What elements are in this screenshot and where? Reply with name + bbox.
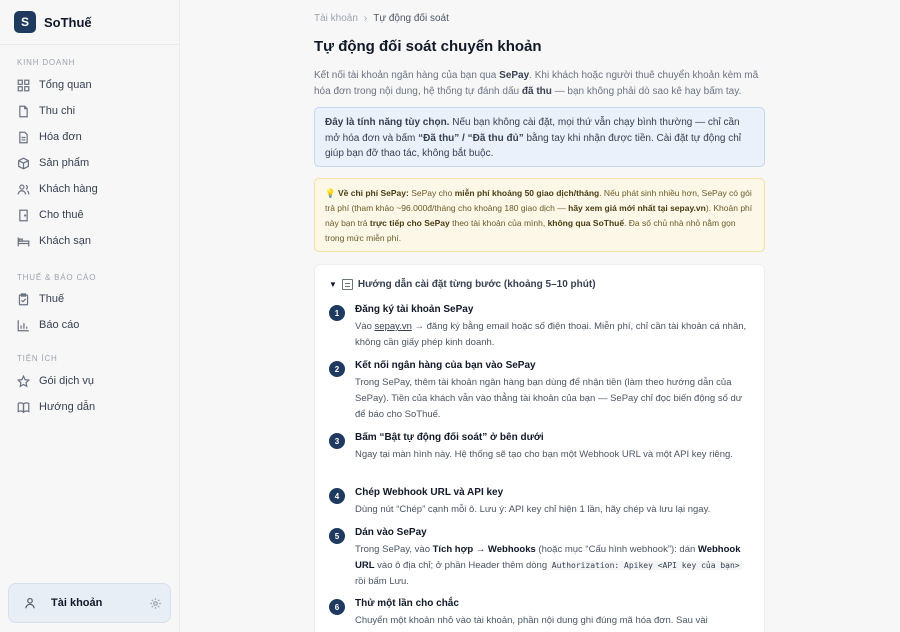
step-body: Ngay tại màn hình này. Hệ thống sẽ tạo cho bạn một Webhook URL và một API key riêng. (355, 449, 733, 460)
section-label-tax-reports: THUẾ & BÁO CÁO (17, 273, 97, 282)
brand-logo: S (14, 11, 36, 33)
section-label-utilities: TIỆN ÍCH (17, 354, 58, 363)
clipboard-icon (17, 293, 30, 306)
step-2 (329, 359, 754, 423)
document-icon (342, 279, 353, 290)
caret-down-icon: ▼ (329, 280, 337, 289)
sidebar-item-products[interactable] (0, 150, 180, 176)
step-title: Dán vào SePay (355, 527, 427, 538)
file-icon (17, 105, 30, 118)
bed-icon (17, 235, 30, 248)
step-title: Bấm “Bật tự động đối soát” ở bên dưới (355, 432, 544, 443)
sidebar-item-plans[interactable] (0, 368, 180, 394)
sidebar-item-label: Khách sạn (39, 235, 91, 247)
sepay-cost-notice: 💡 Về chi phí SePay: SePay cho miễn phí khoảng 50 giao dịch/tháng. Nếu phát sinh nhiều hơn, SePay có gói trả phí (tham khảo ~96.000đ/tháng cho khoảng 180 giao dịch — hãy xem giá mới nhất tại sepay.vn). Khoản phí này bạn trả trực tiếp cho SePay theo tài khoản của mình, không qua SoThuế. Đa số chủ nhà nhỏ nằm gọn trong mức miễn phí. (314, 178, 765, 252)
sidebar-item-label: Khách hàng (39, 183, 98, 195)
step-4 (329, 486, 754, 518)
sidebar-item-income-expense[interactable] (0, 98, 180, 124)
sidebar-item-hotel[interactable] (0, 228, 180, 254)
step-title: Chép Webhook URL và API key (355, 487, 504, 498)
step-number: 6 (329, 599, 345, 615)
gear-icon[interactable] (149, 597, 162, 610)
breadcrumb-parent[interactable]: Tài khoản (314, 13, 358, 24)
nav-group-business (0, 72, 180, 254)
setup-guide-toggle[interactable] (329, 279, 596, 290)
sidebar-item-label: Cho thuê (39, 209, 84, 221)
account-label: Tài khoản (51, 597, 103, 609)
sidebar (0, 0, 180, 632)
sepay-link[interactable]: sepay.vn (374, 321, 412, 332)
sidebar-item-label: Gói dịch vụ (39, 375, 95, 387)
step-5 (329, 526, 754, 590)
door-icon (17, 209, 30, 222)
breadcrumb-separator: › (363, 13, 368, 24)
sidebar-item-overview[interactable] (0, 72, 180, 98)
step-3 (329, 431, 754, 463)
nav-group-tax (0, 286, 180, 338)
breadcrumb-current: Tự động đối soát (373, 13, 449, 24)
dashboard-icon (17, 79, 30, 92)
step-body: Dùng nút “Chép” cạnh mỗi ô. Lưu ý: API key chỉ hiện 1 lần, hãy chép và lưu lại ngay. (355, 504, 711, 515)
receipt-icon (17, 131, 30, 144)
step-number: 3 (329, 433, 345, 449)
main-content (181, 0, 900, 632)
step-1 (329, 303, 754, 351)
bar-chart-icon (17, 319, 30, 332)
step-body: Trong SePay, thêm tài khoản ngân hàng bạn dùng để nhận tiền (làm theo hướng dẫn của SePay). Tiền của khách vẫn vào thẳng tài khoản của bạn — SePay chỉ đọc biến động số dư để báo cho SoThuế. (355, 377, 743, 420)
step-body: Chuyển một khoản nhỏ vào tài khoản, phần nội dung ghi đúng mã hóa đơn. Sau vài (355, 615, 708, 626)
sidebar-item-label: Thuế (39, 293, 65, 305)
breadcrumb (314, 13, 449, 24)
brand[interactable] (0, 0, 179, 45)
step-title: Đăng ký tài khoản SePay (355, 304, 474, 315)
step-body: Trong SePay, vào Tích hợp → Webhooks (hoặc mục “Cấu hình webhook”): dán Webhook URL vào ô địa chỉ; ở phần Header thêm dòng Authorization: Apikey <API key của bạn> rồi bấm Lưu. (355, 544, 741, 587)
users-icon (17, 183, 30, 196)
account-button[interactable] (8, 583, 171, 623)
nav-group-utilities (0, 368, 180, 420)
step-title: Kết nối ngân hàng của bạn vào SePay (355, 360, 536, 371)
sidebar-item-guide[interactable] (0, 394, 180, 420)
star-icon (17, 375, 30, 388)
sidebar-item-label: Tổng quan (39, 79, 92, 91)
step-body: Vào sepay.vn → đăng ký bằng email hoặc số điện thoại. Miễn phí, chỉ cần tài khoản cá nhân, không cần giấy phép kinh doanh. (355, 321, 747, 348)
sidebar-item-label: Sản phẩm (39, 157, 90, 169)
setup-guide-title: Hướng dẫn cài đặt từng bước (khoảng 5–10 phút) (357, 279, 596, 290)
section-label-business: KINH DOANH (17, 58, 76, 67)
intro-text: Kết nối tài khoản ngân hàng của bạn qua SePay. Khi khách hoặc người thuê chuyển khoản kèm mã hóa đơn trong nội dung, hệ thống tự đánh dấu đã thu — bạn không phải dò sao kê hay bấm tay. (314, 70, 759, 97)
step-6 (329, 597, 754, 629)
sidebar-item-label: Hướng dẫn (39, 401, 96, 413)
setup-guide (314, 264, 765, 632)
box-icon (17, 157, 30, 170)
sidebar-item-customers[interactable] (0, 176, 180, 202)
step-number: 5 (329, 528, 345, 544)
auth-header-code: Authorization: Apikey <API key của bạn> (551, 561, 740, 570)
step-title: Thử một lần cho chắc (355, 598, 459, 609)
sidebar-item-reports[interactable] (0, 312, 180, 338)
sidebar-item-tax[interactable] (0, 286, 180, 312)
step-number: 1 (329, 305, 345, 321)
page-title: Tự động đối soát chuyển khoản (314, 38, 542, 55)
step-number: 2 (329, 361, 345, 377)
optional-feature-notice: Đây là tính năng tùy chọn. Nếu bạn không cài đặt, mọi thứ vẫn chạy bình thường — chỉ cần mở hóa đơn và bấm “Đã thu” / “Đã thu đủ” bằng tay khi nhận được tiền. Cài đặt tự động chỉ giúp bạn đỡ thao tác, không bắt buộc. (314, 107, 765, 167)
sidebar-item-label: Báo cáo (39, 319, 80, 331)
sidebar-item-invoices[interactable] (0, 124, 180, 150)
step-number: 4 (329, 488, 345, 504)
book-icon (17, 401, 30, 414)
user-icon (21, 594, 39, 612)
lightbulb-icon: 💡 (325, 188, 336, 198)
brand-name: SoThuế (44, 14, 92, 30)
sidebar-item-label: Thu chi (39, 105, 76, 117)
sidebar-item-rentals[interactable] (0, 202, 180, 228)
sidebar-item-label: Hóa đơn (39, 131, 82, 143)
